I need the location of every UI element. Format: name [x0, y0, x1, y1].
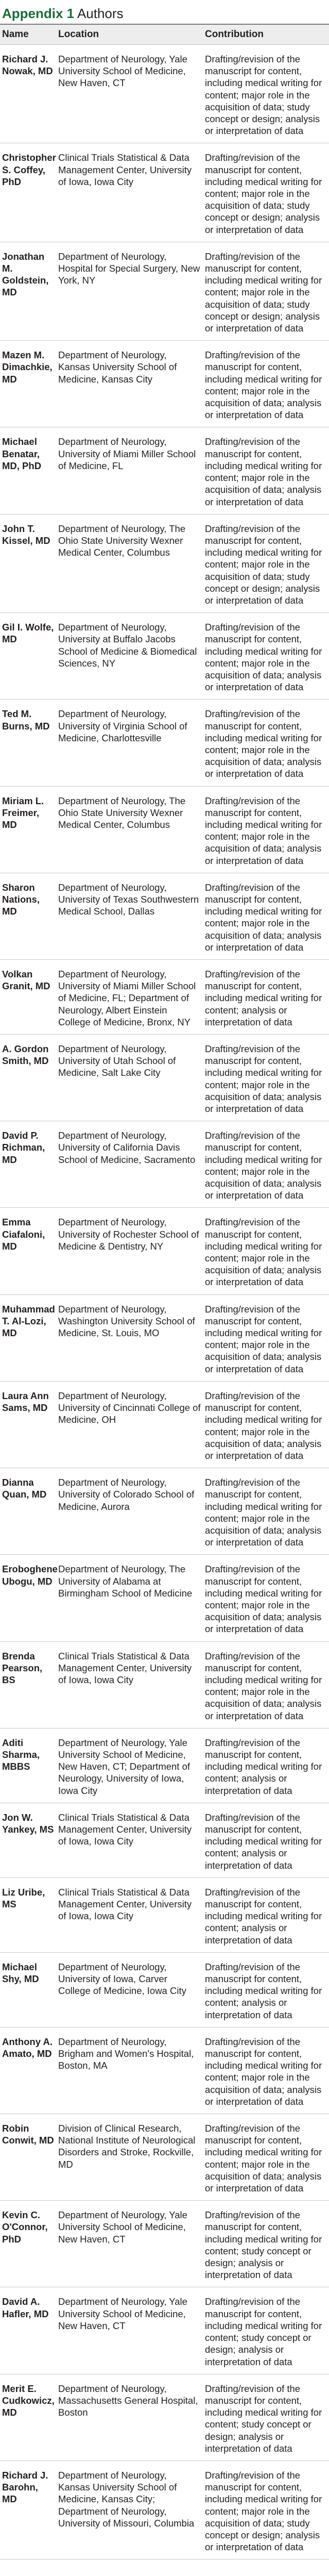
table-row: [0, 143, 329, 242]
table-row: [0, 960, 329, 1035]
author-contribution: Drafting/revision of the manuscript for content, including medical writing for content; major role in the acquisition of data; analysis or interpretation of data: [203, 1468, 329, 1555]
author-contribution: Drafting/revision of the manuscript for content, including medical writing for content; major role in the acquisition of data; study concept or design; analysis or interpretation of data: [203, 242, 329, 340]
author-name: Eroboghene Ubogu, MD: [0, 1555, 56, 1641]
author-name: Aditi Sharma, MBBS: [0, 1728, 56, 1803]
author-name: Jonathan M. Goldstein, MD: [0, 242, 56, 340]
table-row: [0, 45, 329, 143]
table-row: [0, 873, 329, 959]
author-contribution: Drafting/revision of the manuscript for content, including medical writing for content; major role in the acquisition of data; analysis or interpretation of data: [203, 341, 329, 427]
author-name: Dianna Quan, MD: [0, 1468, 56, 1555]
author-name: Richard J. Barohn, MD: [0, 2461, 56, 2559]
author-name: David A. Hafler, MD: [0, 2287, 56, 2374]
table-row: [0, 1555, 329, 1641]
author-name: David P. Richman, MD: [0, 1121, 56, 1208]
table-row: [0, 1952, 329, 2027]
author-name: Miriam L. Freimer, MD: [0, 786, 56, 873]
author-contribution: Drafting/revision of the manuscript for content, including medical writing for content; study concept or design; analysis or interpretation of data: [203, 2374, 329, 2461]
table-row: [0, 1294, 329, 1381]
author-location: Department of Neurology, University of Utah School of Medicine, Salt Lake City: [56, 1035, 203, 1121]
author-name: Mazen M. Dimachkie, MD: [0, 341, 56, 427]
table-row: [0, 2114, 329, 2201]
author-name: Kevin C. O'Connor, PhD: [0, 2201, 56, 2287]
author-name: Liz Uribe, MS: [0, 1877, 56, 1952]
author-location: Department of Neurology, University of California Davis School of Medicine, Sacramento: [56, 1121, 203, 1208]
author-contribution: Drafting/revision of the manuscript for content, including medical writing for content; major role in the acquisition of data; analysis or interpretation of data: [203, 700, 329, 786]
author-location: Department of Neurology, Massachusetts General Hospital, Boston: [56, 2374, 203, 2461]
author-contribution: Drafting/revision of the manuscript for content, including medical writing for content; major role in the acquisition of data; analysis or interpretation of data: [203, 1381, 329, 1468]
author-name: Brenda Pearson, BS: [0, 1641, 56, 1728]
author-location: Division of Clinical Research, National Institute of Neurological Disorders and Stroke, Rockville, MD: [56, 2114, 203, 2201]
author-name: John T. Kissel, MD: [0, 514, 56, 612]
author-contribution: Drafting/revision of the manuscript for content, including medical writing for content; analysis or interpretation of data: [203, 1803, 329, 1877]
author-location: Department of Neurology, Washington University School of Medicine, St. Louis, MO: [56, 1294, 203, 1381]
author-contribution: Drafting/revision of the manuscript for content, including medical writing for content; major role in the acquisition of data; analysis or interpretation of data: [203, 427, 329, 514]
author-location: Department of Neurology, University of Miami Miller School of Medicine, FL: [56, 427, 203, 514]
table-row: [0, 2461, 329, 2559]
author-location: Clinical Trials Statistical & Data Management Center, University of Iowa, Iowa City: [56, 1641, 203, 1728]
author-location: Department of Neurology, Kansas University School of Medicine, Kansas City; Department of Neurology, University of Missouri, Columbia: [56, 2461, 203, 2559]
author-contribution: Drafting/revision of the manuscript for content, including medical writing for content; analysis or interpretation of data: [203, 1952, 329, 2027]
author-name: Robin Conwit, MD: [0, 2114, 56, 2201]
table-row: [0, 341, 329, 427]
author-location: Department of Neurology, Yale University School of Medicine, New Haven, CT: [56, 2201, 203, 2287]
author-location: Department of Neurology, The University of Alabama at Birmingham School of Medicine: [56, 1555, 203, 1641]
table-row: [0, 1877, 329, 1952]
author-name: Volkan Granit, MD: [0, 960, 56, 1035]
author-contribution: Drafting/revision of the manuscript for content, including medical writing for content; major role in the acquisition of data; analysis or interpretation of data: [203, 786, 329, 873]
author-name: Michael Shy, MD: [0, 1952, 56, 2027]
appendix-title-text: Authors: [77, 6, 124, 21]
authors-table: [0, 24, 329, 2560]
author-contribution: Drafting/revision of the manuscript for content, including medical writing for content; major role in the acquisition of data; analysis or interpretation of data: [203, 2114, 329, 2201]
author-location: Clinical Trials Statistical & Data Management Center, University of Iowa, Iowa City: [56, 143, 203, 242]
author-contribution: Drafting/revision of the manuscript for content, including medical writing for content; major role in the acquisition of data; analysis or interpretation of data: [203, 613, 329, 700]
author-location: Department of Neurology, Yale University School of Medicine, New Haven, CT: [56, 2287, 203, 2374]
author-contribution: Drafting/revision of the manuscript for content, including medical writing for content; analysis or interpretation of data: [203, 1728, 329, 1803]
author-location: Department of Neurology, University of Texas Southwestern Medical School, Dallas: [56, 873, 203, 959]
author-contribution: Drafting/revision of the manuscript for content, including medical writing for content; analysis or interpretation of data: [203, 960, 329, 1035]
author-contribution: Drafting/revision of the manuscript for content, including medical writing for content; major role in the acquisition of data; analysis or interpretation of data: [203, 1208, 329, 1294]
table-row: [0, 2201, 329, 2287]
author-contribution: Drafting/revision of the manuscript for content, including medical writing for content; major role in the acquisition of data; analysis or interpretation of data: [203, 1294, 329, 1381]
author-location: Clinical Trials Statistical & Data Management Center, University of Iowa, Iowa City: [56, 1803, 203, 1877]
author-location: Department of Neurology, Brigham and Women's Hospital, Boston, MA: [56, 2027, 203, 2114]
table-row: [0, 514, 329, 612]
table-row: [0, 1728, 329, 1803]
author-location: Department of Neurology, University of Colorado School of Medicine, Aurora: [56, 1468, 203, 1555]
author-location: Department of Neurology, University at Buffalo Jacobs School of Medicine & Biomedical Sciences, NY: [56, 613, 203, 700]
author-location: Department of Neurology, University of Virginia School of Medicine, Charlottesville: [56, 700, 203, 786]
author-contribution: Drafting/revision of the manuscript for content, including medical writing for content; study concept or design; analysis or interpretation of data: [203, 2201, 329, 2287]
author-name: Gil I. Wolfe, MD: [0, 613, 56, 700]
author-location: Department of Neurology, Yale University School of Medicine, New Haven, CT: [56, 45, 203, 143]
author-contribution: Drafting/revision of the manuscript for content, including medical writing for content; analysis or interpretation of data: [203, 1877, 329, 1952]
table-row: [0, 2287, 329, 2374]
author-location: Department of Neurology, The Ohio State University Wexner Medical Center, Columbus: [56, 786, 203, 873]
author-name: Muhammad T. Al-Lozi, MD: [0, 1294, 56, 1381]
author-contribution: Drafting/revision of the manuscript for content, including medical writing for content; major role in the acquisition of data; analysis or interpretation of data: [203, 2027, 329, 2114]
table-row: [0, 1803, 329, 1877]
author-name: Michael Benatar, MD, PhD: [0, 427, 56, 514]
table-row: [0, 1208, 329, 1294]
author-contribution: Drafting/revision of the manuscript for content, including medical writing for content; major role in the acquisition of data; analysis or interpretation of data: [203, 1555, 329, 1641]
author-location: Department of Neurology, University of Iowa, Carver College of Medicine, Iowa City: [56, 1952, 203, 2027]
author-contribution: Drafting/revision of the manuscript for content, including medical writing for content; major role in the acquisition of data; study concept or design; analysis or interpretation of data: [203, 45, 329, 143]
author-contribution: Drafting/revision of the manuscript for content, including medical writing for content; major role in the acquisition of data; analysis or interpretation of data: [203, 1641, 329, 1728]
author-name: Ted M. Burns, MD: [0, 700, 56, 786]
column-header-location: Location: [56, 24, 203, 45]
appendix-number: Appendix 1: [2, 6, 75, 21]
table-header-row: [0, 24, 329, 45]
author-name: Anthony A. Amato, MD: [0, 2027, 56, 2114]
table-row: [0, 1035, 329, 1121]
author-name: Richard J. Nowak, MD: [0, 45, 56, 143]
table-row: [0, 2027, 329, 2114]
author-location: Department of Neurology, University of Miami Miller School of Medicine, FL; Department of Neurology, Albert Einstein College of Medicine, Bronx, NY: [56, 960, 203, 1035]
author-contribution: Drafting/revision of the manuscript for content, including medical writing for content; major role in the acquisition of data; analysis or interpretation of data: [203, 1035, 329, 1121]
author-name: A. Gordon Smith, MD: [0, 1035, 56, 1121]
author-name: Christopher S. Coffey, PhD: [0, 143, 56, 242]
author-contribution: Drafting/revision of the manuscript for content, including medical writing for content; major role in the acquisition of data; study concept or design; analysis or interpretation of data: [203, 2461, 329, 2559]
authors-table-body: [0, 45, 329, 2560]
author-name: Jon W. Yankey, MS: [0, 1803, 56, 1877]
author-location: Department of Neurology, Hospital for Special Surgery, New York, NY: [56, 242, 203, 340]
table-row: [0, 700, 329, 786]
table-row: [0, 613, 329, 700]
table-row: [0, 242, 329, 340]
table-row: [0, 1381, 329, 1468]
author-location: Clinical Trials Statistical & Data Management Center, University of Iowa, Iowa City: [56, 1877, 203, 1952]
table-row: [0, 1641, 329, 1728]
table-row: [0, 786, 329, 873]
author-location: Department of Neurology, The Ohio State University Wexner Medical Center, Columbus: [56, 514, 203, 612]
author-location: Department of Neurology, University of Cincinnati College of Medicine, OH: [56, 1381, 203, 1468]
author-name: Merit E. Cudkowicz, MD: [0, 2374, 56, 2461]
table-row: [0, 1468, 329, 1555]
table-row: [0, 1121, 329, 1208]
column-header-contribution: Contribution: [203, 24, 329, 45]
author-location: Department of Neurology, Kansas University School of Medicine, Kansas City: [56, 341, 203, 427]
author-contribution: Drafting/revision of the manuscript for content, including medical writing for content; study concept or design; analysis or interpretation of data: [203, 2287, 329, 2374]
author-contribution: Drafting/revision of the manuscript for content, including medical writing for content; major role in the acquisition of data; study concept or design; analysis or interpretation of data: [203, 143, 329, 242]
author-location: Department of Neurology, Yale University School of Medicine, New Haven, CT; Department of Neurology, University of Iowa, Iowa City: [56, 1728, 203, 1803]
table-row: [0, 2374, 329, 2461]
author-contribution: Drafting/revision of the manuscript for content, including medical writing for content; major role in the acquisition of data; study concept or design; analysis or interpretation of data: [203, 514, 329, 612]
author-name: Emma Ciafaloni, MD: [0, 1208, 56, 1294]
author-contribution: Drafting/revision of the manuscript for content, including medical writing for content; major role in the acquisition of data; analysis or interpretation of data: [203, 873, 329, 959]
table-row: [0, 427, 329, 514]
author-contribution: Drafting/revision of the manuscript for content, including medical writing for content; major role in the acquisition of data; analysis or interpretation of data: [203, 1121, 329, 1208]
author-name: Laura Ann Sams, MD: [0, 1381, 56, 1468]
author-location: Department of Neurology, University of Rochester School of Medicine & Dentistry, NY: [56, 1208, 203, 1294]
author-name: Sharon Nations, MD: [0, 873, 56, 959]
appendix-title: [0, 0, 329, 24]
column-header-name: Name: [0, 24, 56, 45]
